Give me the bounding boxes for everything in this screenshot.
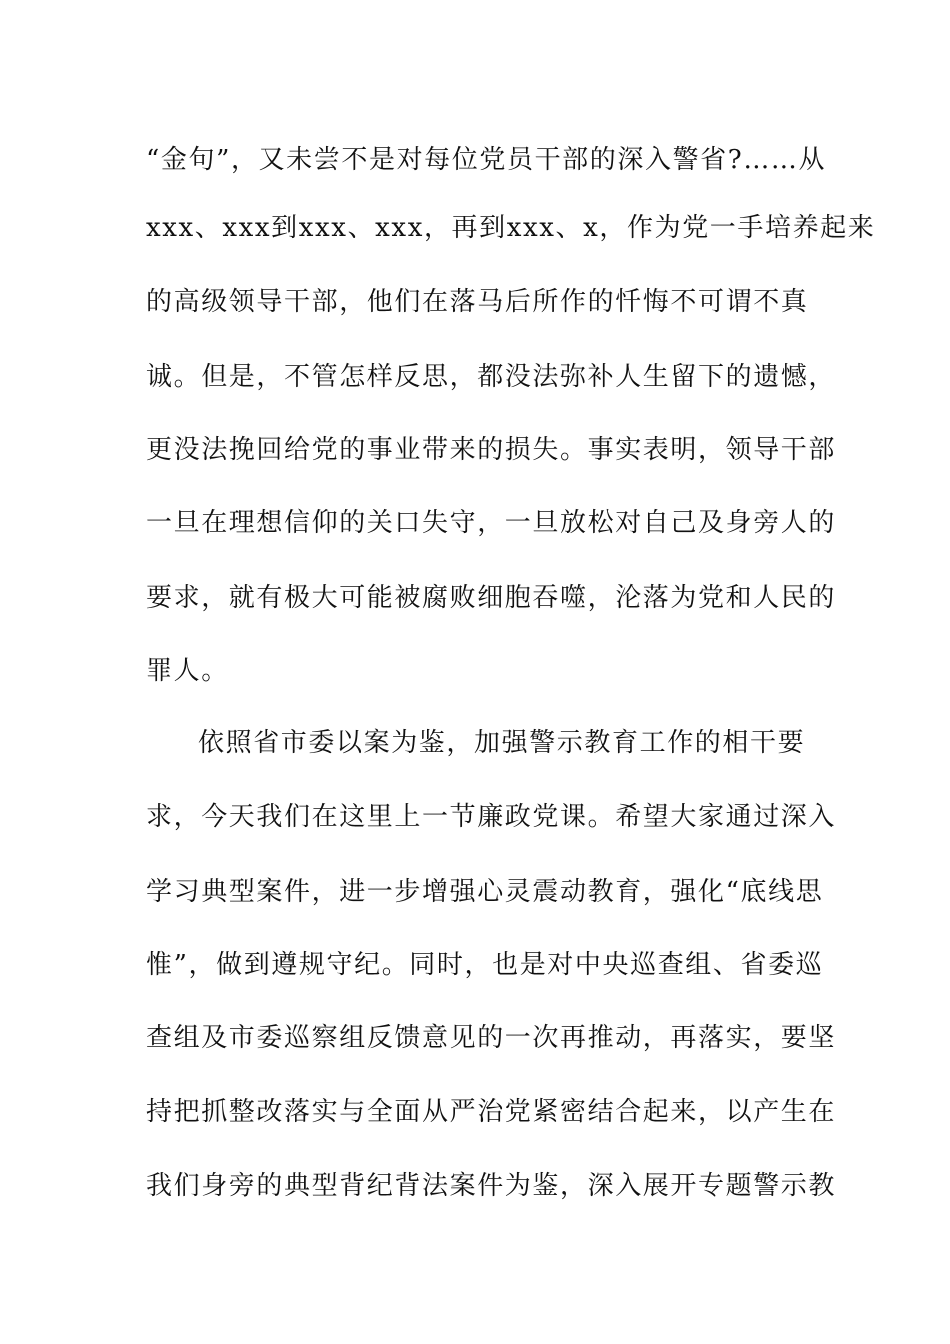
text-line: 要求，就有极大可能被腐败细胞吞噬，沦落为党和人民的	[146, 583, 837, 613]
text-line: 惟”，做到遵规守纪。同时，也是对中央巡查组、省委巡	[146, 950, 824, 980]
text-line: 诚。但是，不管怎样反思，都没法弥补人生留下的遗憾，	[146, 362, 837, 392]
text-line: 的高级领导干部，他们在落马后所作的忏悔不可谓不真	[146, 287, 809, 317]
text-line: “金句”，又未尝不是对每位党员干部的深入警省?……从	[146, 145, 827, 175]
text-line: 查组及市委巡察组反馈意见的一次再推动，再落实，要坚	[146, 1023, 837, 1053]
text-line: 依照省市委以案为鉴，加强警示教育工作的相干要	[198, 728, 806, 758]
text-line: 更没法挽回给党的事业带来的损失。事实表明，领导干部	[146, 435, 837, 465]
text-line: 一旦在理想信仰的关口失守，一旦放松对自己及身旁人的	[146, 508, 837, 538]
text-line: 罪人。	[146, 656, 229, 686]
text-line: 求，今天我们在这里上一节廉政党课。希望大家通过深入	[146, 802, 837, 832]
text-line: 学习典型案件，进一步增强心灵震动教育，强化“底线思	[146, 877, 824, 907]
text-line: 我们身旁的典型背纪背法案件为鉴，深入展开专题警示教	[146, 1171, 837, 1201]
text-line: 持把抓整改落实与全面从严治党紧密结合起来，以产生在	[146, 1097, 837, 1127]
text-line: xxx、xxx到xxx、xxx，再到xxx、x，作为党一手培养起来	[146, 213, 876, 243]
